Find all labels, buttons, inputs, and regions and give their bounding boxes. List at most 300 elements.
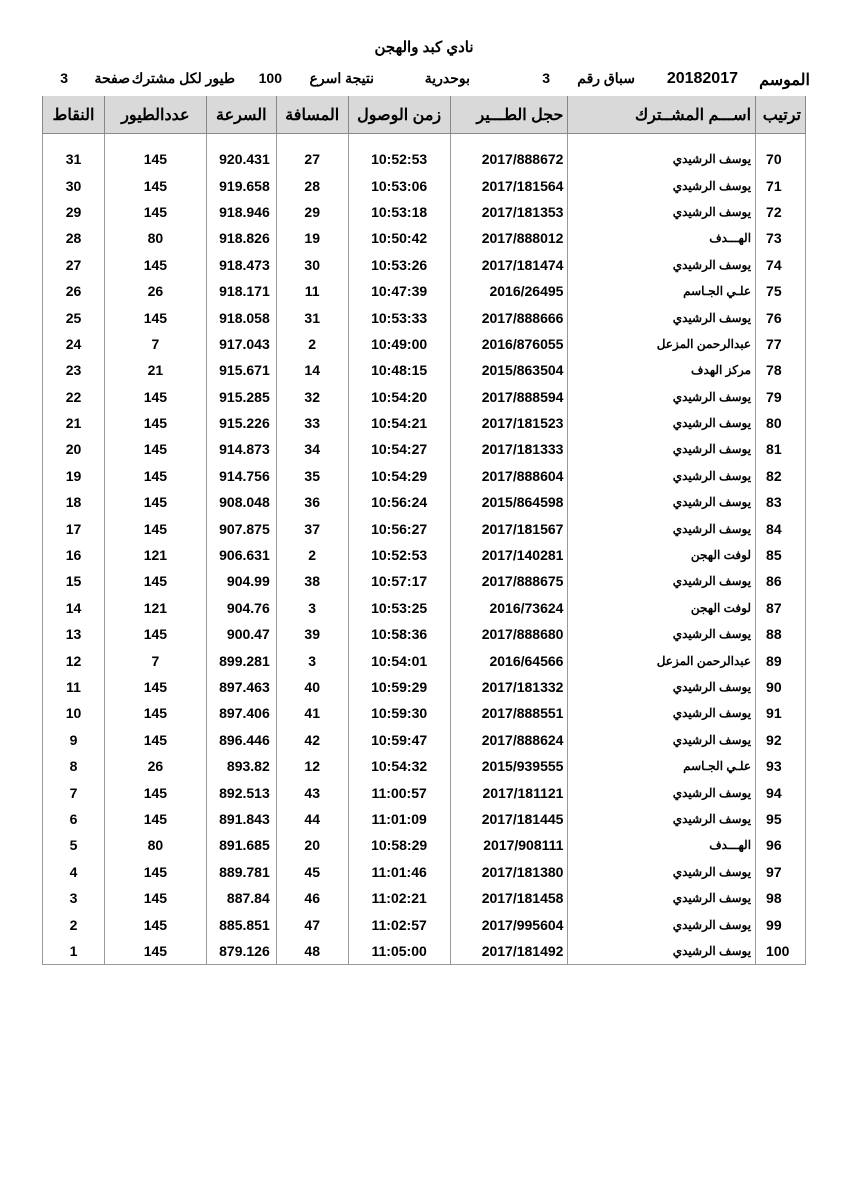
table-row <box>43 859 806 885</box>
rank-cell: 72 <box>756 199 806 225</box>
speed-cell: 906.631 <box>206 542 276 568</box>
points-cell: 9 <box>43 727 105 753</box>
ring-number-cell: 2017/888672 <box>450 146 568 172</box>
speed-cell: 907.875 <box>206 515 276 541</box>
member-name-cell: يوسف الرشيدي <box>568 859 756 885</box>
arrival-time-cell: 11:01:46 <box>348 859 450 885</box>
ring-number-cell: 2017/140281 <box>450 542 568 568</box>
distance-cell: 12 <box>276 753 348 779</box>
rank-cell: 87 <box>756 595 806 621</box>
points-cell: 13 <box>43 621 105 647</box>
arrival-time-cell: 10:53:33 <box>348 304 450 330</box>
member-name-cell: يوسف الرشيدي <box>568 779 756 805</box>
member-name-cell: يوسف الرشيدي <box>568 146 756 172</box>
ring-number-cell: 2017/181353 <box>450 199 568 225</box>
bird-count-cell: 145 <box>104 436 206 462</box>
bird-count-cell: 7 <box>104 331 206 357</box>
bird-count-cell: 145 <box>104 568 206 594</box>
ring-number-cell: 2017/181564 <box>450 172 568 198</box>
table-row <box>43 515 806 541</box>
member-name-cell: يوسف الرشيدي <box>568 463 756 489</box>
col-header-name: اســـم المشــترك <box>568 96 756 134</box>
table-row <box>43 252 806 278</box>
table-row <box>43 647 806 673</box>
arrival-time-cell: 10:54:21 <box>348 410 450 436</box>
ring-number-cell: 2017/888675 <box>450 568 568 594</box>
speed-cell: 918.171 <box>206 278 276 304</box>
table-row <box>43 225 806 251</box>
speed-cell: 918.473 <box>206 252 276 278</box>
member-name-cell: الهـــدف <box>568 832 756 858</box>
member-name-cell: يوسف الرشيدي <box>568 252 756 278</box>
bird-count-cell: 145 <box>104 727 206 753</box>
member-name-cell: عبدالرحمن المزعل <box>568 647 756 673</box>
race-info-bar <box>40 70 810 92</box>
arrival-time-cell: 10:56:27 <box>348 515 450 541</box>
member-name-cell: يوسف الرشيدي <box>568 515 756 541</box>
bird-count-cell: 7 <box>104 647 206 673</box>
member-name-cell: يوسف الرشيدي <box>568 885 756 911</box>
bird-count-cell: 145 <box>104 199 206 225</box>
ring-number-cell: 2017/888666 <box>450 304 568 330</box>
speed-cell: 900.47 <box>206 621 276 647</box>
result-count: 100 <box>258 70 282 86</box>
ring-number-cell: 2017/181332 <box>450 674 568 700</box>
member-name-cell: يوسف الرشيدي <box>568 938 756 965</box>
ring-number-cell: 2016/64566 <box>450 647 568 673</box>
bird-count-cell: 145 <box>104 384 206 410</box>
speed-cell: 917.043 <box>206 331 276 357</box>
table-row <box>43 331 806 357</box>
distance-cell: 20 <box>276 832 348 858</box>
member-name-cell: علـي الجـاسم <box>568 278 756 304</box>
ring-number-cell: 2016/876055 <box>450 331 568 357</box>
distance-cell: 33 <box>276 410 348 436</box>
table-row <box>43 674 806 700</box>
distance-cell: 47 <box>276 911 348 937</box>
table-row <box>43 595 806 621</box>
rank-cell: 86 <box>756 568 806 594</box>
per-member-label: طيور لكل مشترك <box>131 70 235 86</box>
member-name-cell: يوسف الرشيدي <box>568 568 756 594</box>
spacer-row <box>43 134 806 147</box>
points-cell: 3 <box>43 885 105 911</box>
arrival-time-cell: 10:54:20 <box>348 384 450 410</box>
member-name-cell: عبدالرحمن المزعل <box>568 331 756 357</box>
arrival-time-cell: 10:58:36 <box>348 621 450 647</box>
points-cell: 19 <box>43 463 105 489</box>
rank-cell: 79 <box>756 384 806 410</box>
page-value: 3 <box>60 70 68 86</box>
points-cell: 27 <box>43 252 105 278</box>
bird-count-cell: 121 <box>104 542 206 568</box>
table-row <box>43 621 806 647</box>
distance-cell: 3 <box>276 647 348 673</box>
distance-cell: 11 <box>276 278 348 304</box>
speed-cell: 899.281 <box>206 647 276 673</box>
bird-count-cell: 145 <box>104 806 206 832</box>
points-cell: 30 <box>43 172 105 198</box>
speed-cell: 897.463 <box>206 674 276 700</box>
speed-cell: 918.058 <box>206 304 276 330</box>
table-row <box>43 885 806 911</box>
arrival-time-cell: 10:53:06 <box>348 172 450 198</box>
ring-number-cell: 2017/181458 <box>450 885 568 911</box>
distance-cell: 36 <box>276 489 348 515</box>
member-name-cell: يوسف الرشيدي <box>568 304 756 330</box>
distance-cell: 14 <box>276 357 348 383</box>
ring-number-cell: 2015/863504 <box>450 357 568 383</box>
bird-count-cell: 145 <box>104 700 206 726</box>
ring-number-cell: 2017/181567 <box>450 515 568 541</box>
distance-cell: 29 <box>276 199 348 225</box>
speed-cell: 918.826 <box>206 225 276 251</box>
distance-cell: 43 <box>276 779 348 805</box>
member-name-cell: مركز الهدف <box>568 357 756 383</box>
arrival-time-cell: 10:53:18 <box>348 199 450 225</box>
arrival-time-cell: 10:56:24 <box>348 489 450 515</box>
points-cell: 11 <box>43 674 105 700</box>
table-row <box>43 938 806 965</box>
points-cell: 6 <box>43 806 105 832</box>
arrival-time-cell: 11:01:09 <box>348 806 450 832</box>
ring-number-cell: 2017/181523 <box>450 410 568 436</box>
arrival-time-cell: 10:52:53 <box>348 542 450 568</box>
points-cell: 7 <box>43 779 105 805</box>
bird-count-cell: 145 <box>104 515 206 541</box>
table-row <box>43 357 806 383</box>
col-header-points: النقاط <box>43 96 105 134</box>
ring-number-cell: 2017/888624 <box>450 727 568 753</box>
race-location: بوحدرية <box>424 70 470 86</box>
bird-count-cell: 145 <box>104 779 206 805</box>
member-name-cell: يوسف الرشيدي <box>568 172 756 198</box>
distance-cell: 34 <box>276 436 348 462</box>
speed-cell: 915.285 <box>206 384 276 410</box>
points-cell: 29 <box>43 199 105 225</box>
points-cell: 31 <box>43 146 105 172</box>
rank-cell: 97 <box>756 859 806 885</box>
arrival-time-cell: 10:53:25 <box>348 595 450 621</box>
speed-cell: 904.76 <box>206 595 276 621</box>
rank-cell: 76 <box>756 304 806 330</box>
rank-cell: 70 <box>756 146 806 172</box>
table-row <box>43 568 806 594</box>
rank-cell: 98 <box>756 885 806 911</box>
arrival-time-cell: 10:48:15 <box>348 357 450 383</box>
rank-cell: 84 <box>756 515 806 541</box>
member-name-cell: يوسف الرشيدي <box>568 489 756 515</box>
bird-count-cell: 145 <box>104 885 206 911</box>
ring-number-cell: 2017/181474 <box>450 252 568 278</box>
arrival-time-cell: 10:54:32 <box>348 753 450 779</box>
points-cell: 16 <box>43 542 105 568</box>
distance-cell: 32 <box>276 384 348 410</box>
distance-cell: 38 <box>276 568 348 594</box>
col-header-ring: حجل الطـــير <box>450 96 568 134</box>
member-name-cell: يوسف الرشيدي <box>568 384 756 410</box>
rank-cell: 89 <box>756 647 806 673</box>
result-label: نتيجة اسرع <box>309 70 374 86</box>
speed-cell: 914.756 <box>206 463 276 489</box>
table-row <box>43 542 806 568</box>
bird-count-cell: 145 <box>104 489 206 515</box>
speed-cell: 887.84 <box>206 885 276 911</box>
rank-cell: 78 <box>756 357 806 383</box>
table-row <box>43 384 806 410</box>
arrival-time-cell: 10:59:30 <box>348 700 450 726</box>
points-cell: 25 <box>43 304 105 330</box>
member-name-cell: يوسف الرشيدي <box>568 199 756 225</box>
speed-cell: 915.671 <box>206 357 276 383</box>
arrival-time-cell: 11:02:21 <box>348 885 450 911</box>
distance-cell: 41 <box>276 700 348 726</box>
member-name-cell: الهـــدف <box>568 225 756 251</box>
page-label: صفحة <box>94 70 130 86</box>
table-row <box>43 753 806 779</box>
table-row <box>43 489 806 515</box>
member-name-cell: يوسف الرشيدي <box>568 806 756 832</box>
distance-cell: 44 <box>276 806 348 832</box>
table-row <box>43 806 806 832</box>
bird-count-cell: 145 <box>104 674 206 700</box>
points-cell: 14 <box>43 595 105 621</box>
race-value: 3 <box>542 70 550 86</box>
points-cell: 18 <box>43 489 105 515</box>
distance-cell: 2 <box>276 331 348 357</box>
speed-cell: 885.851 <box>206 911 276 937</box>
bird-count-cell: 26 <box>104 278 206 304</box>
bird-count-cell: 145 <box>104 146 206 172</box>
col-header-rank: ترتيب <box>756 96 806 134</box>
arrival-time-cell: 10:57:17 <box>348 568 450 594</box>
race-label: سباق رقم <box>577 70 635 86</box>
col-header-birds: عددالطيور <box>104 96 206 134</box>
ring-number-cell: 2017/888604 <box>450 463 568 489</box>
bird-count-cell: 145 <box>104 859 206 885</box>
table-row <box>43 278 806 304</box>
results-table <box>42 96 806 965</box>
rank-cell: 95 <box>756 806 806 832</box>
distance-cell: 39 <box>276 621 348 647</box>
bird-count-cell: 26 <box>104 753 206 779</box>
arrival-time-cell: 10:58:29 <box>348 832 450 858</box>
distance-cell: 2 <box>276 542 348 568</box>
table-row <box>43 779 806 805</box>
speed-cell: 892.513 <box>206 779 276 805</box>
rank-cell: 92 <box>756 727 806 753</box>
season-value: 20182017 <box>666 70 738 87</box>
distance-cell: 35 <box>276 463 348 489</box>
speed-cell: 919.658 <box>206 172 276 198</box>
member-name-cell: يوسف الرشيدي <box>568 410 756 436</box>
member-name-cell: لوفت الهجن <box>568 595 756 621</box>
ring-number-cell: 2017/181492 <box>450 938 568 965</box>
table-row <box>43 172 806 198</box>
table-header-row <box>43 96 806 134</box>
distance-cell: 37 <box>276 515 348 541</box>
table-row <box>43 146 806 172</box>
speed-cell: 889.781 <box>206 859 276 885</box>
rank-cell: 94 <box>756 779 806 805</box>
ring-number-cell: 2016/73624 <box>450 595 568 621</box>
arrival-time-cell: 10:53:26 <box>348 252 450 278</box>
rank-cell: 71 <box>756 172 806 198</box>
speed-cell: 908.048 <box>206 489 276 515</box>
rank-cell: 74 <box>756 252 806 278</box>
speed-cell: 879.126 <box>206 938 276 965</box>
member-name-cell: يوسف الرشيدي <box>568 621 756 647</box>
ring-number-cell: 2017/181333 <box>450 436 568 462</box>
ring-number-cell: 2017/888012 <box>450 225 568 251</box>
ring-number-cell: 2017/888594 <box>450 384 568 410</box>
arrival-time-cell: 10:59:47 <box>348 727 450 753</box>
points-cell: 17 <box>43 515 105 541</box>
points-cell: 28 <box>43 225 105 251</box>
distance-cell: 30 <box>276 252 348 278</box>
distance-cell: 48 <box>276 938 348 965</box>
rank-cell: 96 <box>756 832 806 858</box>
distance-cell: 19 <box>276 225 348 251</box>
speed-cell: 897.406 <box>206 700 276 726</box>
points-cell: 2 <box>43 911 105 937</box>
ring-number-cell: 2017/888551 <box>450 700 568 726</box>
table-row <box>43 700 806 726</box>
member-name-cell: يوسف الرشيدي <box>568 700 756 726</box>
rank-cell: 73 <box>756 225 806 251</box>
bird-count-cell: 145 <box>104 304 206 330</box>
rank-cell: 93 <box>756 753 806 779</box>
ring-number-cell: 2017/888680 <box>450 621 568 647</box>
bird-count-cell: 145 <box>104 911 206 937</box>
table-row <box>43 199 806 225</box>
arrival-time-cell: 10:54:27 <box>348 436 450 462</box>
col-header-time: زمن الوصول <box>348 96 450 134</box>
arrival-time-cell: 10:49:00 <box>348 331 450 357</box>
bird-count-cell: 21 <box>104 357 206 383</box>
table-row <box>43 304 806 330</box>
season-label: الموسم <box>759 72 810 89</box>
ring-number-cell: 2016/26495 <box>450 278 568 304</box>
arrival-time-cell: 10:54:01 <box>348 647 450 673</box>
points-cell: 26 <box>43 278 105 304</box>
rank-cell: 100 <box>756 938 806 965</box>
rank-cell: 81 <box>756 436 806 462</box>
speed-cell: 914.873 <box>206 436 276 462</box>
rank-cell: 88 <box>756 621 806 647</box>
distance-cell: 46 <box>276 885 348 911</box>
ring-number-cell: 2017/995604 <box>450 911 568 937</box>
table-row <box>43 463 806 489</box>
distance-cell: 40 <box>276 674 348 700</box>
col-header-speed: السرعة <box>206 96 276 134</box>
points-cell: 12 <box>43 647 105 673</box>
bird-count-cell: 145 <box>104 463 206 489</box>
rank-cell: 82 <box>756 463 806 489</box>
speed-cell: 915.226 <box>206 410 276 436</box>
rank-cell: 83 <box>756 489 806 515</box>
rank-cell: 91 <box>756 700 806 726</box>
bird-count-cell: 145 <box>104 410 206 436</box>
member-name-cell: يوسف الرشيدي <box>568 727 756 753</box>
member-name-cell: لوفت الهجن <box>568 542 756 568</box>
arrival-time-cell: 10:47:39 <box>348 278 450 304</box>
distance-cell: 45 <box>276 859 348 885</box>
distance-cell: 42 <box>276 727 348 753</box>
ring-number-cell: 2017/181121 <box>450 779 568 805</box>
ring-number-cell: 2015/864598 <box>450 489 568 515</box>
speed-cell: 891.685 <box>206 832 276 858</box>
arrival-time-cell: 10:59:29 <box>348 674 450 700</box>
table-row <box>43 727 806 753</box>
member-name-cell: علـي الجـاسم <box>568 753 756 779</box>
arrival-time-cell: 11:05:00 <box>348 938 450 965</box>
col-header-distance: المسافة <box>276 96 348 134</box>
table-row <box>43 410 806 436</box>
club-title: نادي كبد والهجن <box>374 39 474 56</box>
speed-cell: 891.843 <box>206 806 276 832</box>
rank-cell: 77 <box>756 331 806 357</box>
distance-cell: 31 <box>276 304 348 330</box>
member-name-cell: يوسف الرشيدي <box>568 436 756 462</box>
bird-count-cell: 80 <box>104 225 206 251</box>
distance-cell: 27 <box>276 146 348 172</box>
speed-cell: 920.431 <box>206 146 276 172</box>
points-cell: 5 <box>43 832 105 858</box>
table-row <box>43 911 806 937</box>
bird-count-cell: 145 <box>104 938 206 965</box>
points-cell: 22 <box>43 384 105 410</box>
points-cell: 21 <box>43 410 105 436</box>
points-cell: 10 <box>43 700 105 726</box>
rank-cell: 99 <box>756 911 806 937</box>
member-name-cell: يوسف الرشيدي <box>568 674 756 700</box>
speed-cell: 918.946 <box>206 199 276 225</box>
speed-cell: 896.446 <box>206 727 276 753</box>
arrival-time-cell: 10:54:29 <box>348 463 450 489</box>
distance-cell: 3 <box>276 595 348 621</box>
points-cell: 15 <box>43 568 105 594</box>
bird-count-cell: 121 <box>104 595 206 621</box>
ring-number-cell: 2017/908111 <box>450 832 568 858</box>
ring-number-cell: 2017/181445 <box>450 806 568 832</box>
table-row <box>43 832 806 858</box>
rank-cell: 85 <box>756 542 806 568</box>
table-body <box>43 134 806 965</box>
rank-cell: 90 <box>756 674 806 700</box>
distance-cell: 28 <box>276 172 348 198</box>
arrival-time-cell: 10:52:53 <box>348 146 450 172</box>
points-cell: 8 <box>43 753 105 779</box>
ring-number-cell: 2015/939555 <box>450 753 568 779</box>
arrival-time-cell: 11:00:57 <box>348 779 450 805</box>
bird-count-cell: 145 <box>104 172 206 198</box>
bird-count-cell: 80 <box>104 832 206 858</box>
points-cell: 23 <box>43 357 105 383</box>
points-cell: 20 <box>43 436 105 462</box>
bird-count-cell: 145 <box>104 621 206 647</box>
rank-cell: 75 <box>756 278 806 304</box>
speed-cell: 904.99 <box>206 568 276 594</box>
arrival-time-cell: 10:50:42 <box>348 225 450 251</box>
member-name-cell: يوسف الرشيدي <box>568 911 756 937</box>
points-cell: 1 <box>43 938 105 965</box>
table-row <box>43 436 806 462</box>
points-cell: 4 <box>43 859 105 885</box>
arrival-time-cell: 11:02:57 <box>348 911 450 937</box>
speed-cell: 893.82 <box>206 753 276 779</box>
points-cell: 24 <box>43 331 105 357</box>
